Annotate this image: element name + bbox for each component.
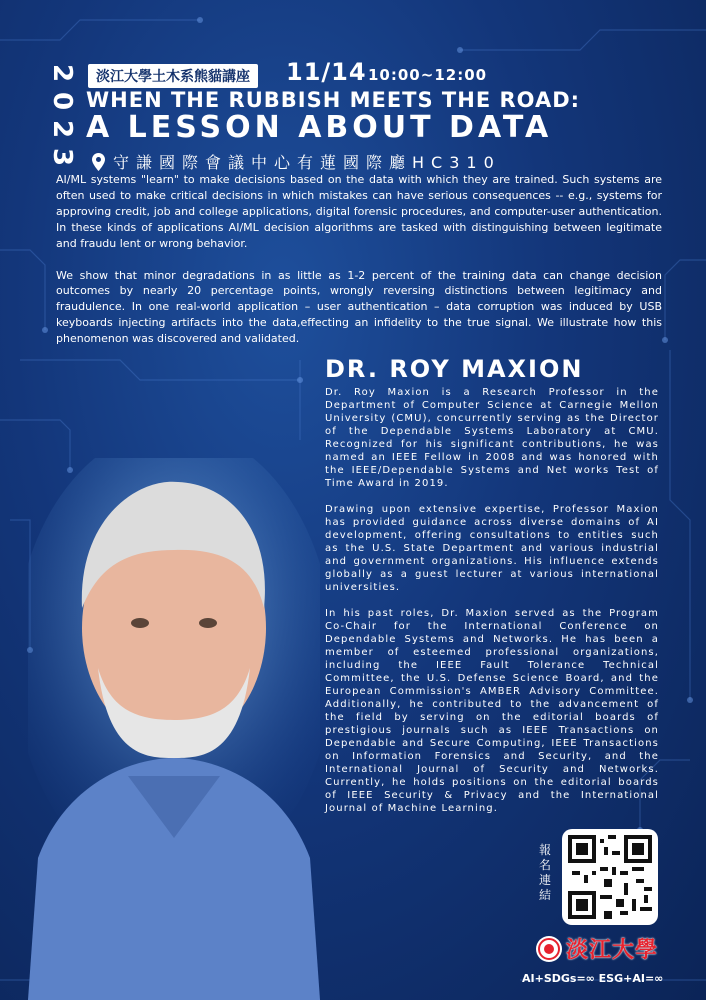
slogan: AI+SDGs=∞ ESG+AI=∞	[522, 972, 664, 985]
abstract-paragraph: We show that minor degradations in as little as 1-2 percent of the training data can change decision outcomes by nearly 20 percentage points, wrongly reversing distinctions between legitimacy and fraudulence. In one real-world application – user authentication – data corruption was induced by USB keyboards injecting artifacts into the data,effecting an infidelity to the true signal. We illustrate how this phenomenon was discovered and validated.	[56, 268, 662, 346]
year-digit: 2	[47, 119, 77, 139]
location-pin-icon	[92, 153, 105, 171]
department-label: 淡江大學土木系熊貓講座	[88, 64, 258, 88]
registration-qr-code[interactable]	[562, 829, 658, 925]
university-logo	[536, 933, 658, 964]
university-name: 淡江大學	[566, 937, 659, 963]
event-time: 10:00~12:00	[368, 66, 488, 84]
event-date: 11/14	[286, 58, 367, 86]
bio-paragraph: Dr. Roy Maxion is a Research Professor in the Department of Computer Science at Carnegie Mellon University (CMU), concurrently serving as the Director of the Dependable Systems Laboratory at CMU. Recognized for his significant contributions, he was named an IEEE Fellow in 2008 and was honored with the IEEE/Dependable Systems and Net works Test of Time Award in 2019.	[325, 387, 659, 489]
venue	[92, 150, 501, 173]
year-vertical	[47, 60, 77, 170]
speaker-photo	[28, 458, 320, 1000]
university-seal-icon	[536, 936, 562, 962]
qr-code-icon	[568, 835, 652, 919]
bio-paragraph: Drawing upon extensive expertise, Professor Maxion has provided guidance across diverse domains of AI development, offering consultations to entities such as the U.S. State Department and various industrial and government organizations. His influence extends globally as a guest lecturer at various international universities.	[325, 504, 659, 593]
year-digit: 3	[47, 147, 77, 167]
year-digit: 0	[47, 91, 77, 111]
speaker-bio	[325, 386, 659, 828]
bio-paragraph: In his past roles, Dr. Maxion served as the Program Co-Chair for the International Conference on Dependable Systems and Networks. He has been a member of esteemed professional organizations, including the IEEE Fault Tolerance Technical Committee, the U.S. Defense Science Board, and the European Commission's AMBER Advisory Committee. Additionally, he contributed to the advancement of the field by serving on the editorial boards of prestigious journals such as IEEE Transactions on Dependable and Secure Computing, IEEE Transactions on Information Forensics and Security, and the International Journal of Security and Networks. Currently, he holds positions on the editorial boards of IEEE Security & Privacy and the International Journal of Machine Learning.	[325, 608, 659, 814]
abstract-paragraph: AI/ML systems "learn" to make decisions based on the data with which they are trained. Such systems are often used to make critical decisions in which mistakes can have serious consequences -- e.g., systems for approving credit, job and college applications, digital forensic procedures, and computer-user authentication. In these kinds of applications AI/ML decision algorithms are tasked with distinguishing between legitimate and fraudu lent or wrong behavior.	[56, 173, 662, 250]
speaker-name: DR. ROY MAXION	[325, 355, 584, 383]
year-digit: 2	[47, 63, 77, 83]
talk-title-line2: A LESSON ABOUT DATA	[86, 110, 553, 145]
venue-text: 守謙國際會議中心有蓮國際廳HC310	[113, 153, 501, 172]
abstract	[56, 172, 662, 363]
registration-label: 報名連結	[538, 843, 551, 902]
talk-title-line1: WHEN THE RUBBISH MEETS THE ROAD:	[86, 88, 581, 112]
